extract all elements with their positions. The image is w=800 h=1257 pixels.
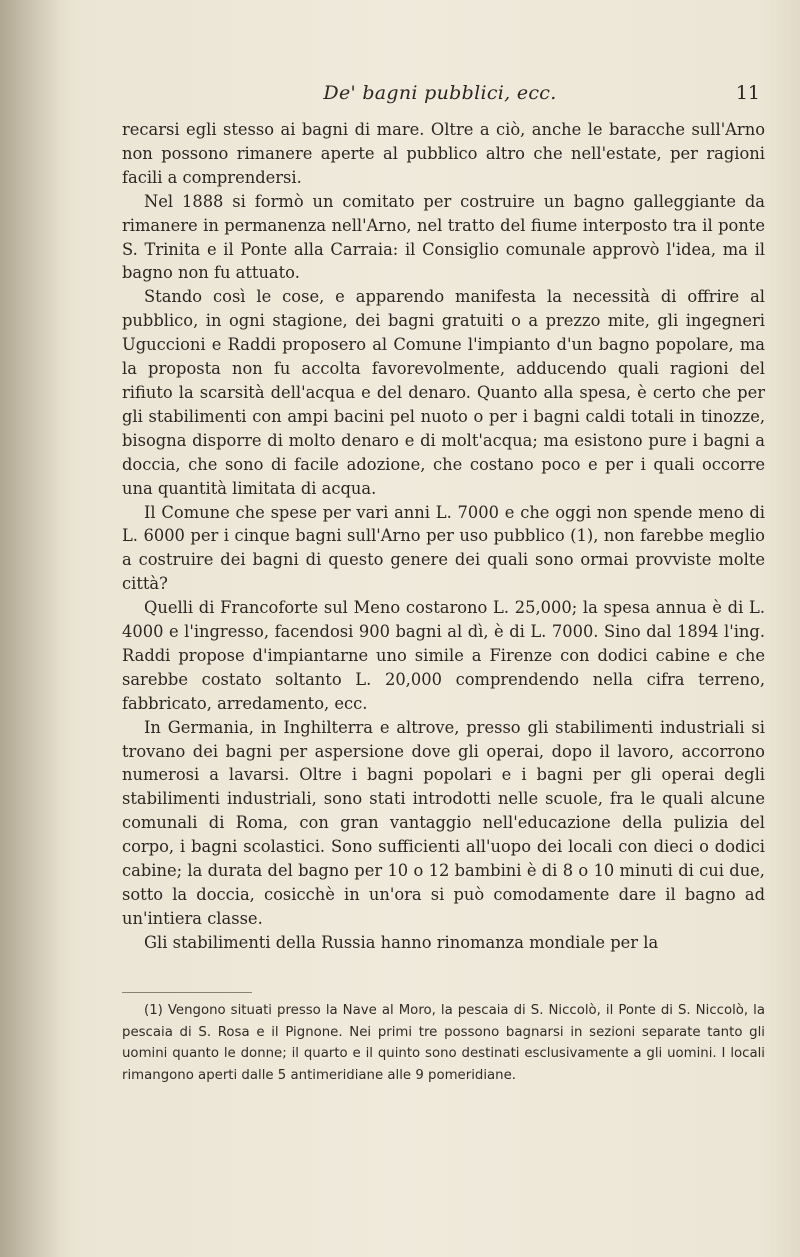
footnote-text: (1) Vengono situati presso la Nave al Moro, la pescaia di S. Niccolò, il Ponte di S. Niccolò, la pescaia di S. Rosa e il Pignone. Nei primi tre possono bagnarsi in sezioni separate tanto gli uomini quanto le donne; il quarto e il quinto sono destinati esclusivamente a gli uomini. I locali rimangono aperti dalle 5 antimeridiane alle 9 pomeridiane. <box>122 1003 765 1083</box>
paragraph: recarsi egli stesso ai bagni di mare. Oltre a ciò, anche le baracche sull'Arno non possono rimanere aperte al pubblico altro che nell'estate, per ragioni facili a comprendersi. <box>122 120 765 187</box>
running-title: De' bagni pubblici, ecc. <box>323 82 557 104</box>
paragraph: Il Comune che spese per vari anni L. 7000 e che oggi non spende meno di L. 6000 per i cinque bagni sull'Arno per uso pubblico (1), non farebbe meglio a costruire dei bagni di questo genere dei quali sono ormai provviste molte città? <box>122 502 765 594</box>
footnote <box>122 1000 765 1086</box>
paragraph: Stando così le cose, e apparendo manifesta la necessità di offrire al pubblico, in ogni stagione, dei bagni gratuiti o a prezzo mite, gli ingegneri Uguccioni e Raddi proposero al Comune l'impianto d'un bagno popolare, ma la proposta non fu accolta favorevolmente, adducendo quali ragioni del rifiuto la scarsità dell'acqua e del denaro. Quanto alla spesa, è certo che per gli stabilimenti con ampi bacini pel nuoto o per i bagni caldi totali in tinozze, bisogna disporre di molto denaro e di molt'acqua; ma esistono pure i bagni a doccia, che sono di facile adozione, che costano poco e per i quali occorre una quantità limitata di acqua. <box>122 287 765 498</box>
paragraph: Gli stabilimenti della Russia hanno rinomanza mondiale per la <box>144 932 659 952</box>
page-number: 11 <box>735 82 760 104</box>
paragraph: In Germania, in Inghilterra e altrove, presso gli stabilimenti industriali si trovano dei bagni per aspersione dove gli operai, dopo il lavoro, accorrono numerosi a lavarsi. Oltre i bagni popolari e i bagni per gli operai degli stabilimenti industriali, sono stati introdotti nelle scuole, fra le quali alcune comunali di Roma, con gran vantaggio nell'educazione della pulizia del corpo, i bagni scolastici. Sono sufficienti all'uopo dei locali con dieci o dodici cabine; la durata del bagno per 10 o 12 bambini è di 8 o 10 minuti di cui due, sotto la doccia, cosicchè in un'ora si può comodamente dare il bagno ad un'intiera classe. <box>122 717 765 928</box>
footnote-separator <box>122 992 252 993</box>
main-text <box>122 118 765 955</box>
page-header <box>120 82 760 108</box>
page-gutter-shadow <box>0 0 60 1257</box>
paragraph: Quelli di Francoforte sul Meno costarono L. 25,000; la spesa annua è di L. 4000 e l'ingresso, facendosi 900 bagni al dì, è di L. 7000. Sino dal 1894 l'ing. Raddi propose d'impiantarne uno simile a Firenze con dodici cabine e che sarebbe costato soltanto L. 20,000 comprendendo nella cifra terreno, fabbricato, arredamento, ecc. <box>122 598 765 713</box>
paragraph: Nel 1888 si formò un comitato per costruire un bagno galleggiante da rimanere in permanenza nell'Arno, nel tratto del fiume interposto tra il ponte S. Trinita e il Ponte alla Carraia: il Consiglio comunale approvò l'idea, ma il bagno non fu attuato. <box>122 191 765 283</box>
